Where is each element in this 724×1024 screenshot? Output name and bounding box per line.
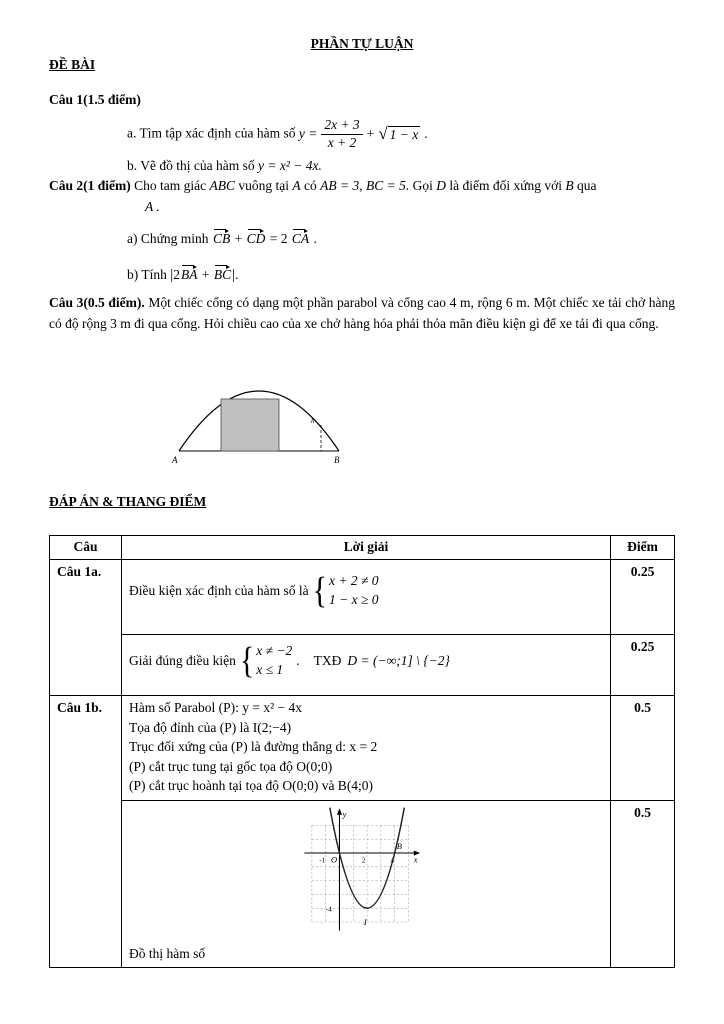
header-diem: Điểm	[611, 536, 675, 560]
system-of-solutions	[239, 639, 293, 682]
section-de-bai: ĐỀ BÀI	[49, 56, 96, 72]
table-row	[50, 635, 675, 696]
answer-table	[49, 535, 675, 968]
q1a-formula	[299, 117, 428, 152]
tick-2: 2	[361, 855, 366, 865]
q2-heading-text: Câu 2(1 điểm)	[49, 178, 131, 194]
y-axis-label: y	[342, 808, 347, 819]
plus-operator: +	[234, 231, 243, 247]
header-loi-giai: Lời giải	[122, 536, 611, 560]
solution-1a-condition	[122, 560, 611, 635]
sqrt-expression	[378, 125, 420, 143]
txd-label: TXĐ	[313, 652, 342, 668]
q2-var-a: A	[292, 178, 301, 194]
points-1b-1: 0.5	[611, 696, 675, 801]
parabola-graph	[297, 805, 435, 935]
coefficient-2: 2	[173, 267, 181, 283]
parabola-line-3: Trục đối xứng của (P) là đường thẳng d: x = 2	[129, 739, 378, 755]
y-axis-arrow-icon	[337, 808, 342, 814]
q2b-line	[127, 260, 675, 287]
points-1b-2: 0.5	[611, 801, 675, 968]
vertex-i-label: I	[363, 917, 367, 928]
solution-1a-result	[122, 635, 611, 696]
parabola-line-1: Hàm số Parabol (P): y = x² − 4x	[129, 700, 303, 716]
vector-cd: CD	[247, 224, 266, 247]
q1b-formula: y = x² − 4x.	[257, 157, 322, 173]
q2-text-6: qua	[577, 178, 597, 194]
radical-icon: √	[378, 124, 388, 144]
solution-1b-analysis	[122, 696, 611, 801]
points-1a-2: 0.25	[611, 635, 675, 696]
document-title-text: PHẦN TỰ LUẬN	[310, 36, 414, 51]
solution-1b-graph	[122, 801, 611, 968]
sqrt-argument: 1 − x	[389, 126, 419, 142]
condition-1: x + 2 ≠ 0	[328, 573, 379, 589]
q2-text-3: có	[303, 178, 317, 194]
brace-icon: {	[312, 569, 327, 612]
equals-coefficient: = 2	[269, 231, 288, 247]
gate-label-a: A	[172, 455, 178, 466]
q2-var-abc: ABC	[209, 178, 235, 194]
q2a-text: a) Chứng minh	[127, 231, 209, 247]
solution-2: x ≤ 1	[256, 662, 284, 678]
solution-1: x ≠ −2	[256, 643, 293, 659]
gate-label-h: h	[311, 417, 315, 426]
q2a-period: .	[313, 231, 317, 247]
q2-var-d: D	[436, 178, 446, 194]
q3-heading-text: Câu 3(0.5 điểm).	[49, 295, 145, 311]
parabola-line-5: (P) cắt trục hoành tại tọa độ O(0;0) và B(4;0)	[129, 778, 374, 794]
vector-cb: CB	[213, 224, 230, 247]
points-1a-1: 0.25	[611, 560, 675, 635]
vector-arrow-icon	[215, 260, 230, 267]
section-dap-an: ĐÁP ÁN & THANG ĐIỂM	[49, 494, 207, 510]
vector-ca: CA	[292, 224, 309, 247]
q3-paragraph	[49, 293, 675, 335]
q2-text-5: là điểm đối xứng với	[449, 178, 563, 194]
abs-bar-open: |	[170, 267, 174, 284]
row-label-1a: Câu 1a.	[50, 560, 122, 696]
q3-text: Một chiếc cổng có dạng một phần parabol và cổng cao 4 m, rộng 6 m. Một chiếc xe tải chở hàng có độ rộng 3 m đi qua cổng. Hỏi chiều cao của xe chở hàng hóa phải thỏa mãn điều kiện gì để xe tải đi qua cổng.	[49, 295, 676, 332]
q1a-period: .	[424, 125, 428, 141]
brace-icon: {	[239, 639, 255, 682]
q1a-lhs: y =	[298, 125, 318, 141]
tick-minus1: -1	[319, 855, 326, 865]
table-row	[50, 801, 675, 968]
header-cau: Câu	[50, 536, 122, 560]
point-b-label: B	[396, 840, 402, 851]
table-row	[50, 696, 675, 801]
q2-var-b: B	[565, 178, 574, 194]
answer-table-header-row	[50, 536, 675, 560]
q2-text-1: Cho tam giác	[134, 178, 207, 194]
solve-text: Giải đúng điều kiện	[129, 652, 236, 668]
parabola-line-2: Tọa độ đỉnh của (P) là I(2;−4)	[129, 719, 292, 735]
condition-2: 1 − x ≥ 0	[328, 592, 379, 608]
q1a-text: a. Tìm tập xác định của hàm số	[127, 125, 296, 141]
domain-set: D = (−∞;1] \ {−2}	[347, 652, 450, 668]
tick-4: 4	[390, 855, 395, 865]
parabola-gate-drawing	[161, 351, 361, 471]
vector-ba: BA	[181, 260, 198, 283]
x-axis-label: x	[413, 854, 418, 865]
gate-figure	[161, 351, 675, 478]
fraction-numerator: 2x + 3	[321, 117, 362, 135]
fraction-denominator: x + 2	[327, 134, 357, 150]
q2b-text: b) Tính	[127, 267, 167, 283]
q2-text-4: Gọi	[412, 178, 433, 194]
q2-text-2: vuông tại	[238, 178, 289, 194]
plus-operator: +	[201, 267, 210, 283]
parabola-line-4: (P) cắt trục tung tại gốc tọa độ O(0;0)	[129, 758, 333, 774]
q1-heading-text: Câu 1(1.5 điểm)	[49, 91, 141, 107]
origin-label: O	[330, 854, 338, 865]
period: .	[296, 652, 300, 668]
fraction	[321, 117, 362, 152]
q2-heading-line	[49, 176, 675, 197]
graph-caption: Đồ thị hàm số	[129, 945, 206, 961]
system-of-conditions	[312, 569, 379, 612]
q2a-line	[127, 224, 675, 250]
vector-arrow-icon	[293, 224, 308, 231]
q2-eq-ab-bc: AB = 3, BC = 5.	[320, 178, 410, 194]
truck-rectangle	[221, 399, 279, 451]
plus-operator: +	[366, 125, 375, 141]
document-title	[49, 34, 675, 55]
q2-continuation-line: A .	[145, 199, 160, 215]
q1b-line	[127, 156, 675, 177]
q1-heading	[49, 90, 675, 111]
vector-arrow-icon	[182, 260, 197, 267]
q1a-line	[127, 117, 675, 152]
q1b-text: b. Vẽ đồ thị của hàm số	[127, 157, 255, 173]
table-row	[50, 560, 675, 635]
abs-bar-close: |	[232, 267, 236, 284]
row-label-1b: Câu 1b.	[50, 696, 122, 968]
gate-label-b: B	[334, 455, 340, 466]
tick-minus4: -4	[325, 904, 332, 914]
condition-text: Điều kiện xác định của hàm số là	[129, 582, 309, 598]
vector-arrow-icon	[248, 224, 265, 231]
vector-bc: BC	[214, 260, 231, 283]
vector-arrow-icon	[214, 224, 229, 231]
q2b-period: .	[235, 267, 239, 283]
